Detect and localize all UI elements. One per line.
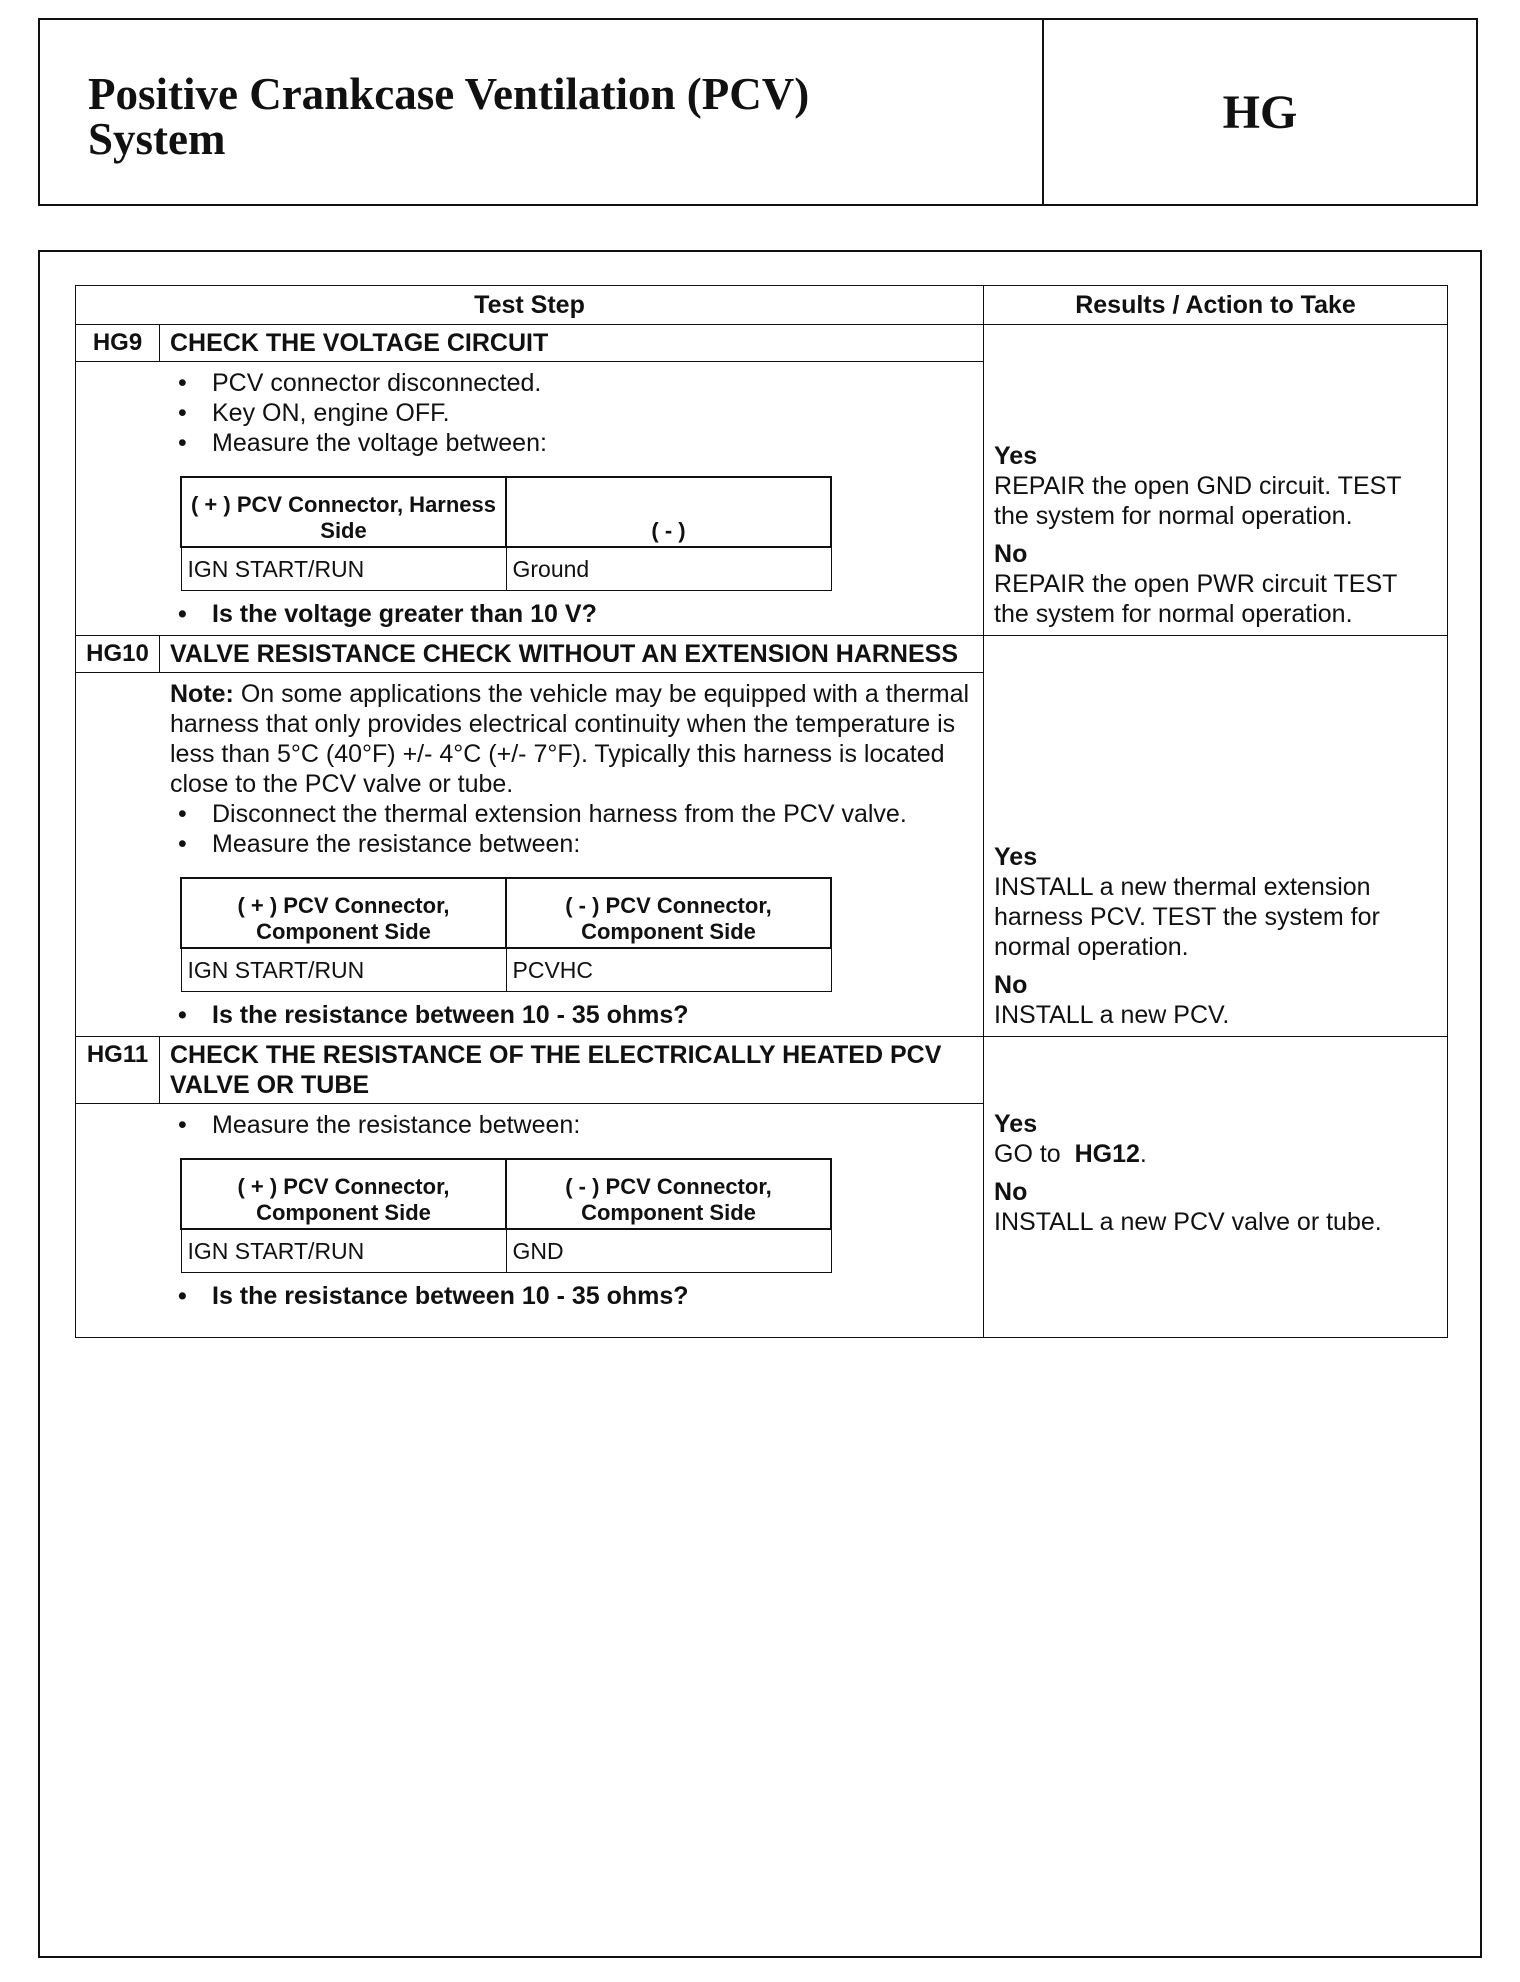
question-hg10 — [170, 1000, 973, 1030]
no-text-hg9: REPAIR the open PWR circuit TEST the system for normal operation. — [994, 570, 1397, 628]
note-text: On some applications the vehicle may be equipped with a thermal harness that only provides electrical continuity when the temperature is less than 5°C (40°F) +/- 4°C (+/- 7°F). Typically this harness is located close to the PCV valve or tube. — [170, 680, 970, 798]
no-text-hg10: INSTALL a new PCV. — [994, 1001, 1230, 1029]
measure-header-plus: ( + ) PCV Connector, Component Side — [181, 1159, 506, 1229]
measure-cell-plus: IGN START/RUN — [181, 1229, 506, 1273]
measure-cell-minus: GND — [506, 1229, 831, 1273]
question-text: • Is the resistance between 10 - 35 ohms? — [178, 1281, 973, 1311]
no-label-hg10: No — [994, 971, 1028, 999]
step-list-hg11 — [170, 1110, 973, 1140]
question-text: • Is the voltage greater than 10 V? — [178, 599, 973, 629]
results-hg9 — [984, 325, 1448, 636]
yes-text-hg9: REPAIR the open GND circuit. TEST the system for normal operation. — [994, 472, 1402, 530]
measure-header-minus: ( - ) — [506, 477, 831, 547]
yes-label-hg9: Yes — [994, 442, 1038, 470]
step-title-hg10: VALVE RESISTANCE CHECK WITHOUT AN EXTENSION HARNESS — [160, 636, 984, 673]
step-title-row-hg9 — [76, 325, 1448, 362]
step-title-row-hg10 — [76, 636, 1448, 673]
col-header-results: Results / Action to Take — [984, 286, 1448, 325]
step-body-hg11 — [160, 1104, 984, 1338]
measure-table-hg10 — [180, 877, 832, 992]
note-hg10 — [170, 679, 973, 799]
page-header — [38, 18, 1478, 206]
no-label-hg11: No — [994, 1178, 1028, 1206]
step-title-row-hg11 — [76, 1037, 1448, 1104]
step-code-hg11: HG11 — [76, 1037, 160, 1104]
test-step-table — [75, 285, 1448, 1338]
question-text: • Is the resistance between 10 - 35 ohms? — [178, 1000, 973, 1030]
go-to-target: HG12 — [1074, 1140, 1140, 1168]
page-title — [40, 20, 1044, 204]
step-title-hg11: CHECK THE RESISTANCE OF THE ELECTRICALLY HEATED PCV VALVE OR TUBE — [160, 1037, 984, 1104]
measure-header-minus: ( - ) PCV Connector, Component Side — [506, 878, 831, 948]
list-item: • Measure the resistance between: — [178, 1110, 973, 1140]
step-title-hg9: CHECK THE VOLTAGE CIRCUIT — [160, 325, 984, 362]
list-item: • Measure the resistance between: — [178, 829, 973, 859]
measure-cell-plus: IGN START/RUN — [181, 948, 506, 992]
measure-header-plus: ( + ) PCV Connector, Harness Side — [181, 477, 506, 547]
measure-cell-minus: Ground — [506, 547, 831, 591]
no-text-hg11: INSTALL a new PCV valve or tube. — [994, 1208, 1382, 1236]
step-body-hg9 — [160, 362, 984, 636]
measure-table-hg9 — [180, 476, 832, 591]
measure-cell-plus: IGN START/RUN — [181, 547, 506, 591]
page-title-line2: System — [88, 114, 226, 164]
question-hg9 — [170, 599, 973, 629]
no-label-hg9: No — [994, 540, 1028, 568]
measure-header-plus: ( + ) PCV Connector, Component Side — [181, 878, 506, 948]
yes-label-hg10: Yes — [994, 843, 1038, 871]
yes-text-hg10: INSTALL a new thermal extension harness PCV. TEST the system for normal operation. — [994, 873, 1380, 961]
page-title-line1: Positive Crankcase Ventilation (PCV) — [88, 69, 810, 119]
list-item: • Key ON, engine OFF. — [178, 398, 973, 428]
step-code-hg9: HG9 — [76, 325, 160, 362]
step-list-hg10 — [170, 799, 973, 859]
note-label: Note: — [170, 680, 234, 708]
measure-table-hg11 — [180, 1158, 832, 1273]
table-header-row — [76, 286, 1448, 325]
section-code: HG — [1222, 85, 1298, 139]
list-item: • PCV connector disconnected. — [178, 368, 973, 398]
list-item: • Measure the voltage between: — [178, 428, 973, 458]
step-list-hg9 — [170, 368, 973, 458]
measure-header-minus: ( - ) PCV Connector, Component Side — [506, 1159, 831, 1229]
results-hg10 — [984, 636, 1448, 1037]
content-frame — [38, 250, 1482, 1958]
go-to-period: . — [1139, 1140, 1147, 1168]
step-code-hg10: HG10 — [76, 636, 160, 673]
yes-text-hg11 — [994, 1139, 1437, 1169]
measure-cell-minus: PCVHC — [506, 948, 831, 992]
results-hg11 — [984, 1037, 1448, 1338]
step-body-hg10 — [160, 673, 984, 1037]
list-item: • Disconnect the thermal extension harness from the PCV valve. — [178, 799, 973, 829]
question-hg11 — [170, 1281, 973, 1311]
yes-label-hg11: Yes — [994, 1110, 1038, 1138]
go-to-text: GO to — [994, 1140, 1061, 1168]
col-header-test-step: Test Step — [76, 286, 984, 325]
